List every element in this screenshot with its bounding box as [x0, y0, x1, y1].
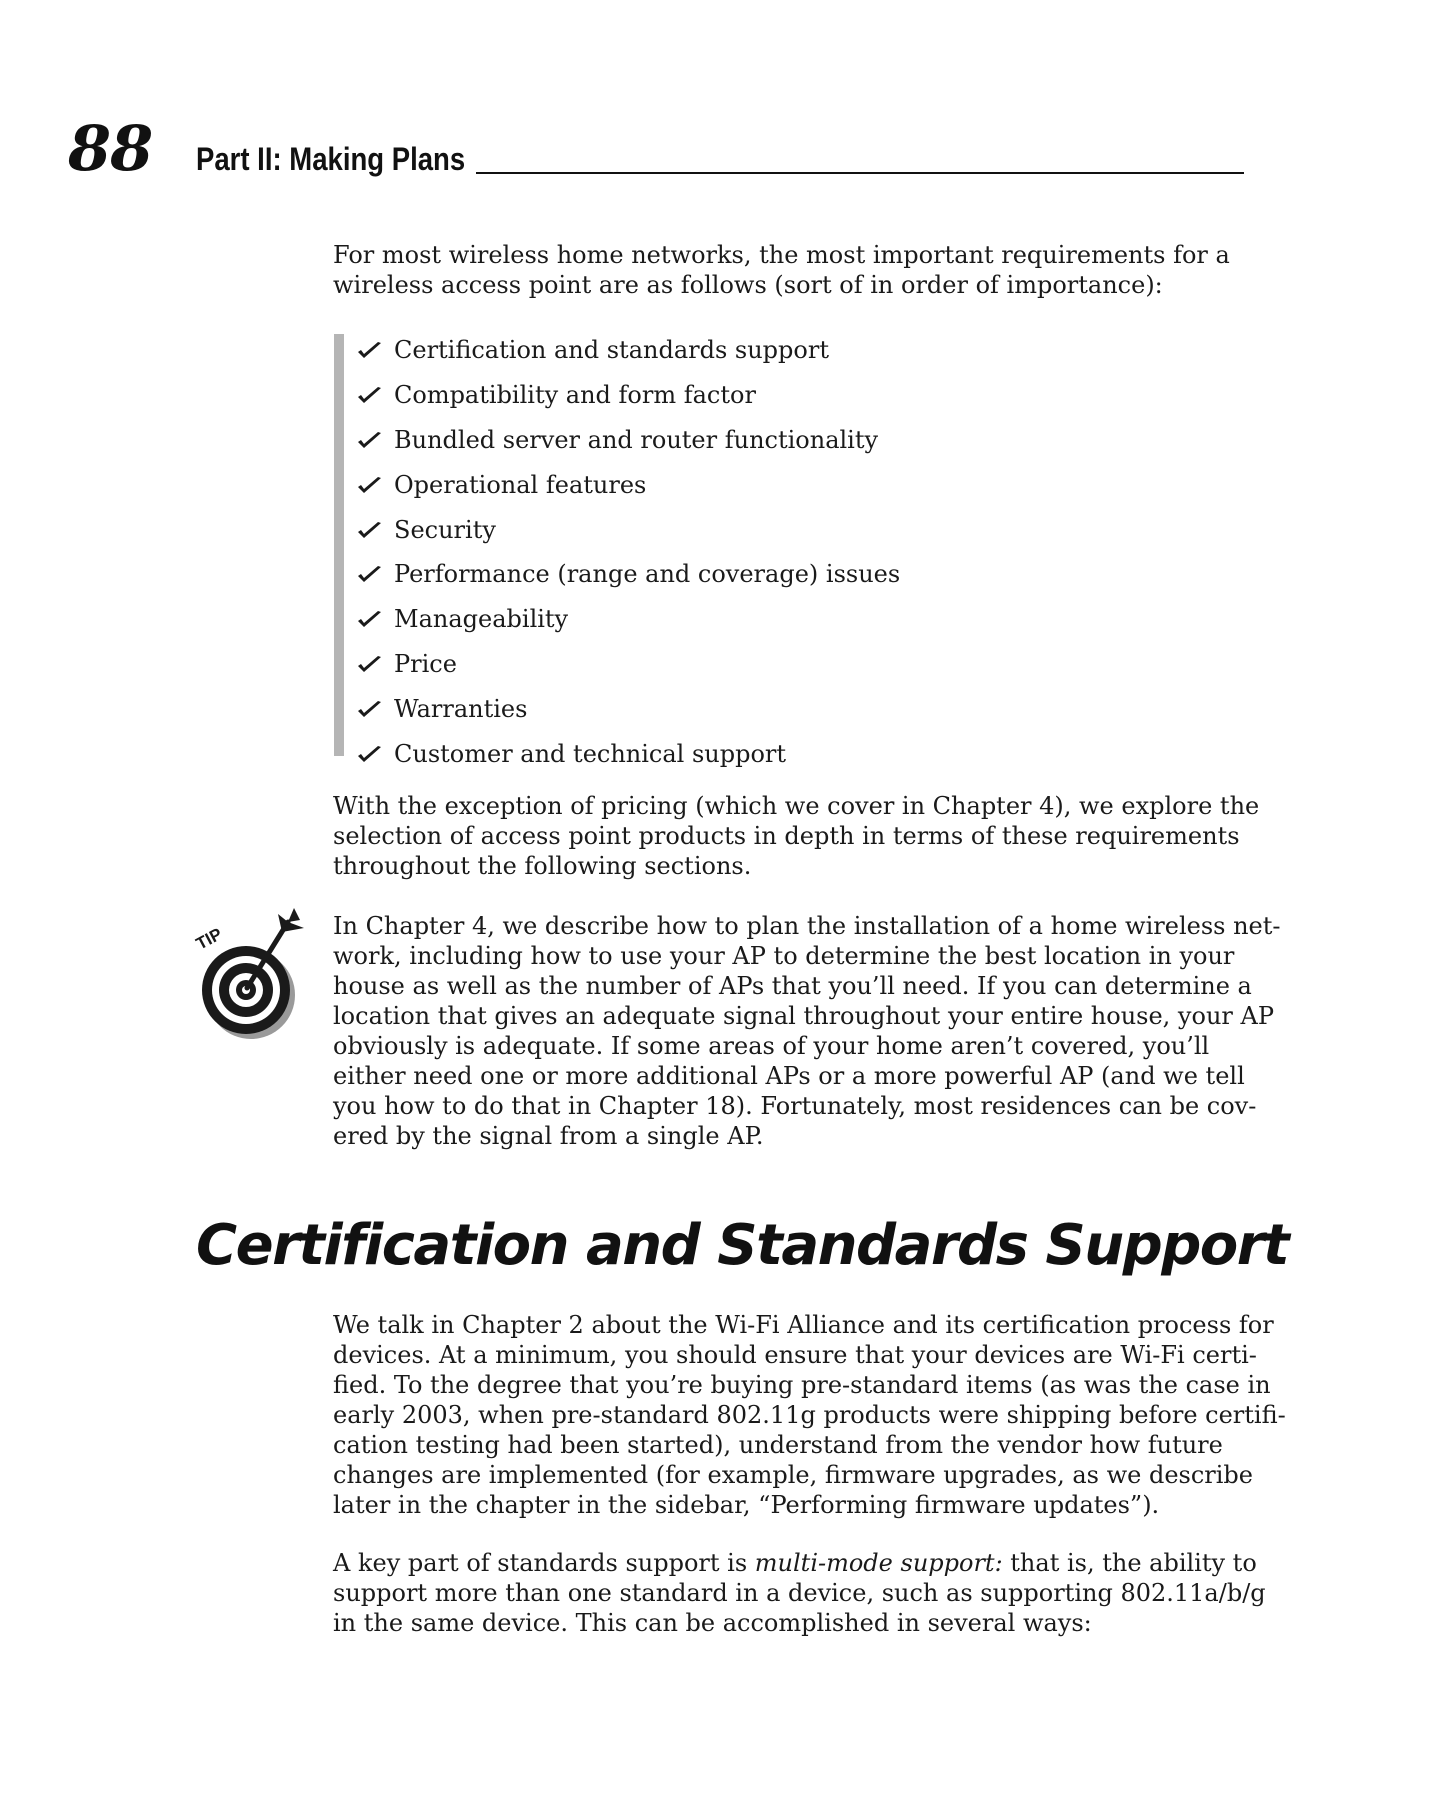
- section-heading: Certification and Standards Support: [196, 1213, 1289, 1278]
- list-item-label: Operational features: [394, 470, 647, 499]
- running-head-rule: [476, 172, 1244, 174]
- text-line: wireless access point are as follows (sort of in order of importance):: [333, 271, 1163, 299]
- tip-paragraph: [333, 911, 1281, 1151]
- check-mark-icon: [356, 744, 382, 764]
- text-run: A key part of standards support is: [333, 1549, 755, 1577]
- text-line: cation testing had been started), understand from the vendor how future: [333, 1431, 1223, 1459]
- list-item: [356, 686, 900, 731]
- check-mark-icon: [356, 564, 382, 584]
- text-line: in the same device. This can be accomplished in several ways:: [333, 1609, 1092, 1637]
- text-line: For most wireless home networks, the most important requirements for a: [333, 241, 1230, 269]
- list-item: [356, 552, 900, 597]
- list-item-label: Security: [394, 515, 496, 544]
- list-item-label: Compatibility and form factor: [394, 381, 756, 410]
- text-run: that is, the ability to: [1002, 1549, 1257, 1577]
- text-line: devices. At a minimum, you should ensure that your devices are Wi-Fi certi-: [333, 1341, 1257, 1369]
- list-item-label: Warranties: [394, 694, 528, 723]
- list-item: [356, 642, 900, 687]
- certification-paragraph: [333, 1310, 1286, 1520]
- text-line: house as well as the number of APs that you’ll need. If you can determine a: [333, 972, 1252, 1000]
- text-line: location that gives an adequate signal throughout your entire house, your AP: [333, 1002, 1274, 1030]
- check-mark-icon: [356, 430, 382, 450]
- check-mark-icon: [356, 385, 382, 405]
- list-item: [356, 328, 900, 373]
- text-line: [333, 1548, 1257, 1578]
- after-list-paragraph: [333, 791, 1260, 881]
- list-item: [356, 731, 900, 776]
- page-number: 88: [68, 112, 153, 185]
- check-mark-icon: [356, 520, 382, 540]
- list-item-label: Price: [394, 649, 457, 678]
- list-side-bar: [334, 334, 344, 756]
- check-mark-icon: [356, 654, 382, 674]
- tip-target-icon: [192, 908, 304, 1048]
- text-line: you how to do that in Chapter 18). Fortunately, most residences can be cov-: [333, 1092, 1257, 1120]
- text-line: later in the chapter in the sidebar, “Performing firmware updates”).: [333, 1491, 1160, 1519]
- list-item: [356, 507, 900, 552]
- list-item: [356, 597, 900, 642]
- list-item: [356, 373, 900, 418]
- text-line: obviously is adequate. If some areas of your home aren’t covered, you’ll: [333, 1032, 1210, 1060]
- check-mark-icon: [356, 699, 382, 719]
- requirements-list: [356, 328, 900, 776]
- check-mark-icon: [356, 609, 382, 629]
- list-item: [356, 418, 900, 463]
- text-line: selection of access point products in depth in terms of these requirements: [333, 822, 1240, 850]
- text-line: either need one or more additional APs or a more powerful AP (and we tell: [333, 1062, 1245, 1090]
- text-line: fied. To the degree that you’re buying pre-standard items (as was the case in: [333, 1371, 1271, 1399]
- text-line: support more than one standard in a device, such as supporting 802.11a/b/g: [333, 1579, 1266, 1607]
- text-line: ered by the signal from a single AP.: [333, 1122, 764, 1150]
- text-line: work, including how to use your AP to determine the best location in your: [333, 942, 1235, 970]
- check-mark-icon: [356, 475, 382, 495]
- intro-paragraph: [333, 240, 1245, 300]
- list-item-label: Bundled server and router functionality: [394, 425, 879, 454]
- text-line: In Chapter 4, we describe how to plan the installation of a home wireless net-: [333, 912, 1281, 940]
- text-line: early 2003, when pre-standard 802.11g products were shipping before certifi-: [333, 1401, 1286, 1429]
- list-item-label: Manageability: [394, 605, 569, 634]
- text-line: changes are implemented (for example, firmware upgrades, as we describe: [333, 1461, 1253, 1489]
- running-head-title: Part II: Making Plans: [196, 141, 466, 177]
- text-line: With the exception of pricing (which we cover in Chapter 4), we explore the: [333, 792, 1260, 820]
- list-item: [356, 462, 900, 507]
- list-item-label: Certification and standards support: [394, 336, 829, 365]
- check-mark-icon: [356, 340, 382, 360]
- list-item-label: Customer and technical support: [394, 739, 787, 768]
- tip-icon-label: TIP: [192, 924, 226, 954]
- emphasis-term: multi-mode support:: [754, 1549, 1003, 1577]
- text-line: We talk in Chapter 2 about the Wi-Fi Alliance and its certification process for: [333, 1311, 1274, 1339]
- text-line: throughout the following sections.: [333, 852, 752, 880]
- multi-mode-paragraph: [333, 1548, 1266, 1638]
- list-item-label: Performance (range and coverage) issues: [394, 560, 901, 589]
